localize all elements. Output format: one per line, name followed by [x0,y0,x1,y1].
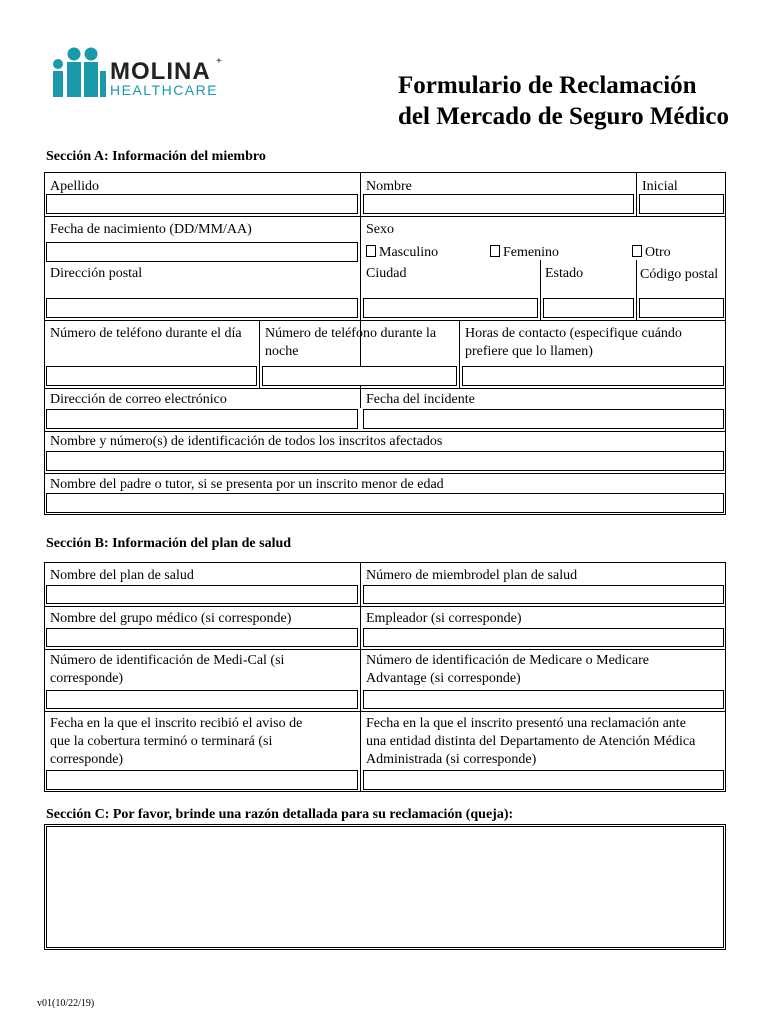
divider [44,649,726,650]
label-fecha-incidente: Fecha del incidente [366,392,475,407]
medical-input[interactable] [46,690,358,709]
fecha-nacimiento-input[interactable] [46,242,358,262]
plan-nombre-input[interactable] [46,585,358,604]
inicial-input[interactable] [639,194,724,214]
label-estado: Estado [545,266,584,281]
label-fecha-reclamo-3: Administrada (si corresponde) [366,752,537,767]
label-telefono-dia: Número de teléfono durante el día [50,326,242,341]
label-apellido: Apellido [50,179,99,194]
option-label: Masculino [379,245,439,260]
divider [259,320,260,388]
brand-name: MOLINA [110,58,211,85]
label-padre-tutor: Nombre del padre o tutor, si se presenta por un inscrito menor de edad [50,477,444,492]
label-medicare-1: Número de identificación de Medicare o Medicare [366,653,649,668]
molina-logo [48,46,228,100]
label-codigo-postal: Código postal [640,267,719,282]
divider [44,216,726,217]
label-horas-contacto-1: Horas de contacto (especifique cuándo [465,326,682,341]
label-medicare-2: Advantage (si corresponde) [366,671,521,686]
label-numero-miembro: Número de miembrodel plan de salud [366,568,578,583]
checkbox-femenino[interactable] [490,245,559,261]
label-direccion-postal: Dirección postal [50,266,143,281]
checkbox-otro[interactable] [632,245,671,261]
divider [44,473,726,474]
inscritos-input[interactable] [46,451,724,471]
empleador-input[interactable] [363,628,724,647]
checkbox-box[interactable] [366,245,376,257]
divider [636,172,637,216]
checkbox-box[interactable] [490,245,500,257]
ciudad-input[interactable] [363,298,538,318]
numero-miembro-input[interactable] [363,585,724,604]
apellido-input[interactable] [46,194,358,214]
title-line-1: Formulario de Reclamación [398,72,697,99]
fecha-reclamo-input[interactable] [363,770,724,790]
label-fecha-reclamo-1: Fecha en la que el inscrito presentó una reclamación ante [366,716,686,731]
label-fecha-aviso-2: que la cobertura terminó o terminará (si [50,734,273,749]
label-fecha-nacimiento: Fecha de nacimiento (DD/MM/AA) [50,222,252,237]
razon-textarea[interactable] [46,826,724,948]
label-nombre: Nombre [366,179,412,194]
label-horas-contacto-2: prefiere que lo llamen) [465,344,593,359]
nombre-input[interactable] [363,194,634,214]
section-b-heading: Sección B: Información del plan de salud [46,536,292,551]
label-ciudad: Ciudad [366,266,407,281]
section-c-heading: Sección C: Por favor, brinde una razón detallada para su reclamación (queja): [46,807,514,822]
label-sexo: Sexo [366,222,394,237]
brand-sub: HEALTHCARE [110,82,219,98]
label-telefono-noche-2: noche [265,344,299,359]
label-medical-2: corresponde) [50,671,124,686]
option-label: Femenino [503,245,559,260]
version-label: v01(10/22/19) [37,998,95,1009]
label-fecha-aviso-3: corresponde) [50,752,124,767]
divider [44,388,726,389]
checkbox-masculino[interactable] [366,245,438,261]
label-plan-nombre: Nombre del plan de salud [50,568,194,583]
label-inscritos: Nombre y número(s) de identificación de todos los inscritos afectados [50,434,443,449]
padre-tutor-input[interactable] [46,493,724,513]
label-medical-1: Número de identificación de Medi-Cal (si [50,653,285,668]
grupo-medico-input[interactable] [46,628,358,647]
divider [44,711,726,712]
option-label: Otro [645,245,671,260]
divider [459,320,460,388]
people-icon [48,46,108,100]
label-correo: Dirección de correo electrónico [50,392,227,407]
divider [636,260,637,320]
brand-plus: + [216,56,222,67]
page-title [398,70,729,132]
telefono-noche-input[interactable] [262,366,457,386]
estado-input[interactable] [543,298,634,318]
divider [44,431,726,432]
divider [44,320,726,321]
label-telefono-noche-1: Número de teléfono durante la [265,326,437,341]
divider [44,606,726,607]
divider [540,260,541,320]
label-empleador: Empleador (si corresponde) [366,611,522,626]
title-line-2: del Mercado de Seguro Médico [398,103,729,130]
label-inicial: Inicial [642,179,678,194]
checkbox-box[interactable] [632,245,642,257]
medicare-input[interactable] [363,690,724,709]
fecha-aviso-input[interactable] [46,770,358,790]
label-grupo-medico: Nombre del grupo médico (si corresponde) [50,611,292,626]
section-a-heading: Sección A: Información del miembro [46,149,266,164]
correo-input[interactable] [46,409,358,429]
codigo-postal-input[interactable] [639,298,724,318]
telefono-dia-input[interactable] [46,366,257,386]
label-fecha-aviso-1: Fecha en la que el inscrito recibió el aviso de [50,716,303,731]
fecha-incidente-input[interactable] [363,409,724,429]
label-fecha-reclamo-2: una entidad distinta del Departamento de Atención Médica [366,734,696,749]
divider [360,562,361,792]
direccion-input[interactable] [46,298,358,318]
horas-contacto-input[interactable] [462,366,724,386]
